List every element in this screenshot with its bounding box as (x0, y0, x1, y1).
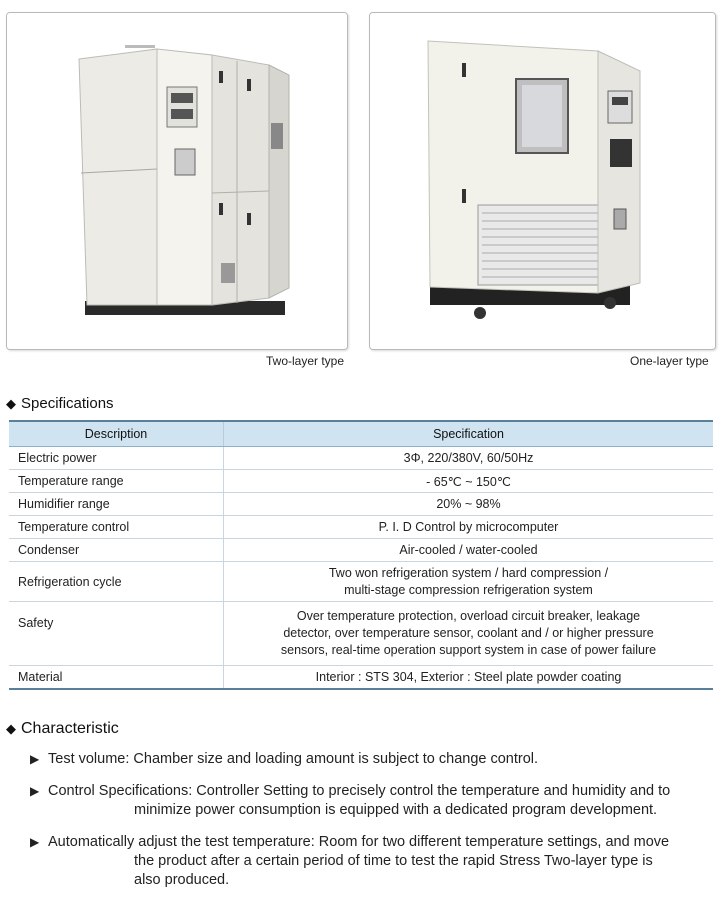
row-label: Refrigeration cycle (9, 562, 224, 602)
diamond-bullet-icon: ◆ (6, 721, 16, 736)
two-layer-caption: Two-layer type (266, 354, 345, 368)
table-row (9, 493, 713, 516)
row-value: 20% ~ 98% (224, 493, 714, 516)
row-value-line: Over temperature protection, overload circuit breaker, leakage (296, 609, 641, 623)
two-layer-chamber-illustration (7, 13, 347, 349)
row-label: Humidifier range (9, 493, 224, 516)
characteristic-title: Characteristic (21, 720, 119, 737)
row-value: 3Φ, 220/380V, 60/50Hz (224, 447, 714, 470)
list-item-text-continued: also produced. (134, 872, 230, 888)
header-description: Description (9, 421, 224, 447)
row-value-line: sensors, real-time operation support system in case of power failure (280, 643, 657, 657)
list-item-text-continued: the product after a certain period of time to test the rapid Stress Two-layer type is (134, 853, 653, 869)
specifications-table (9, 420, 713, 690)
one-layer-chamber-photo (369, 12, 716, 350)
list-item-text-continued: minimize power consumption is equipped with a dedicated program development. (134, 802, 658, 818)
row-label: Condenser (9, 539, 224, 562)
row-value (224, 562, 714, 602)
table-header-row (9, 421, 713, 447)
row-label: Material (9, 666, 224, 690)
row-label: Temperature control (9, 516, 224, 539)
triangle-bullet-icon: ▶ (30, 835, 40, 849)
list-item-text: Test volume: Chamber size and loading amount is subject to change control. (48, 751, 539, 767)
table-row (9, 516, 713, 539)
row-value-line: multi-stage compression refrigeration system (344, 582, 593, 597)
table-row (9, 447, 713, 470)
one-layer-caption: One-layer type (630, 354, 709, 368)
list-item-text: Control Specifications: Controller Setting to precisely control the temperature and humidity and to (48, 783, 671, 799)
row-value: P. I. D Control by microcomputer (224, 516, 714, 539)
list-item (30, 750, 710, 769)
table-row (9, 470, 713, 493)
one-layer-chamber-illustration (370, 13, 715, 349)
specifications-heading (6, 395, 114, 412)
row-label: Safety (9, 602, 224, 666)
two-layer-chamber-photo (6, 12, 348, 350)
list-item (30, 833, 710, 890)
characteristic-list (30, 750, 710, 903)
row-value-line: Two won refrigeration system / hard compression / (328, 565, 609, 580)
row-value: Interior : STS 304, Exterior : Steel plate powder coating (224, 666, 714, 690)
table-row (9, 562, 713, 602)
list-item-text: Automatically adjust the test temperature: Room for two different temperature settings, and move (48, 834, 670, 850)
header-specification: Specification (224, 421, 714, 447)
list-item (30, 782, 710, 820)
table-row (9, 602, 713, 666)
diamond-bullet-icon: ◆ (6, 395, 16, 411)
table-row (9, 666, 713, 690)
triangle-bullet-icon: ▶ (30, 784, 40, 798)
row-value: Air-cooled / water-cooled (224, 539, 714, 562)
specifications-title: Specifications (21, 395, 114, 412)
triangle-bullet-icon: ▶ (30, 752, 40, 766)
row-value-line: detector, over temperature sensor, coolant and / or higher pressure (283, 626, 654, 640)
row-value (224, 602, 714, 666)
row-label: Electric power (9, 447, 224, 470)
table-row (9, 539, 713, 562)
row-value: - 65℃ ~ 150℃ (224, 470, 714, 493)
row-label: Temperature range (9, 470, 224, 493)
characteristic-heading (6, 720, 119, 738)
